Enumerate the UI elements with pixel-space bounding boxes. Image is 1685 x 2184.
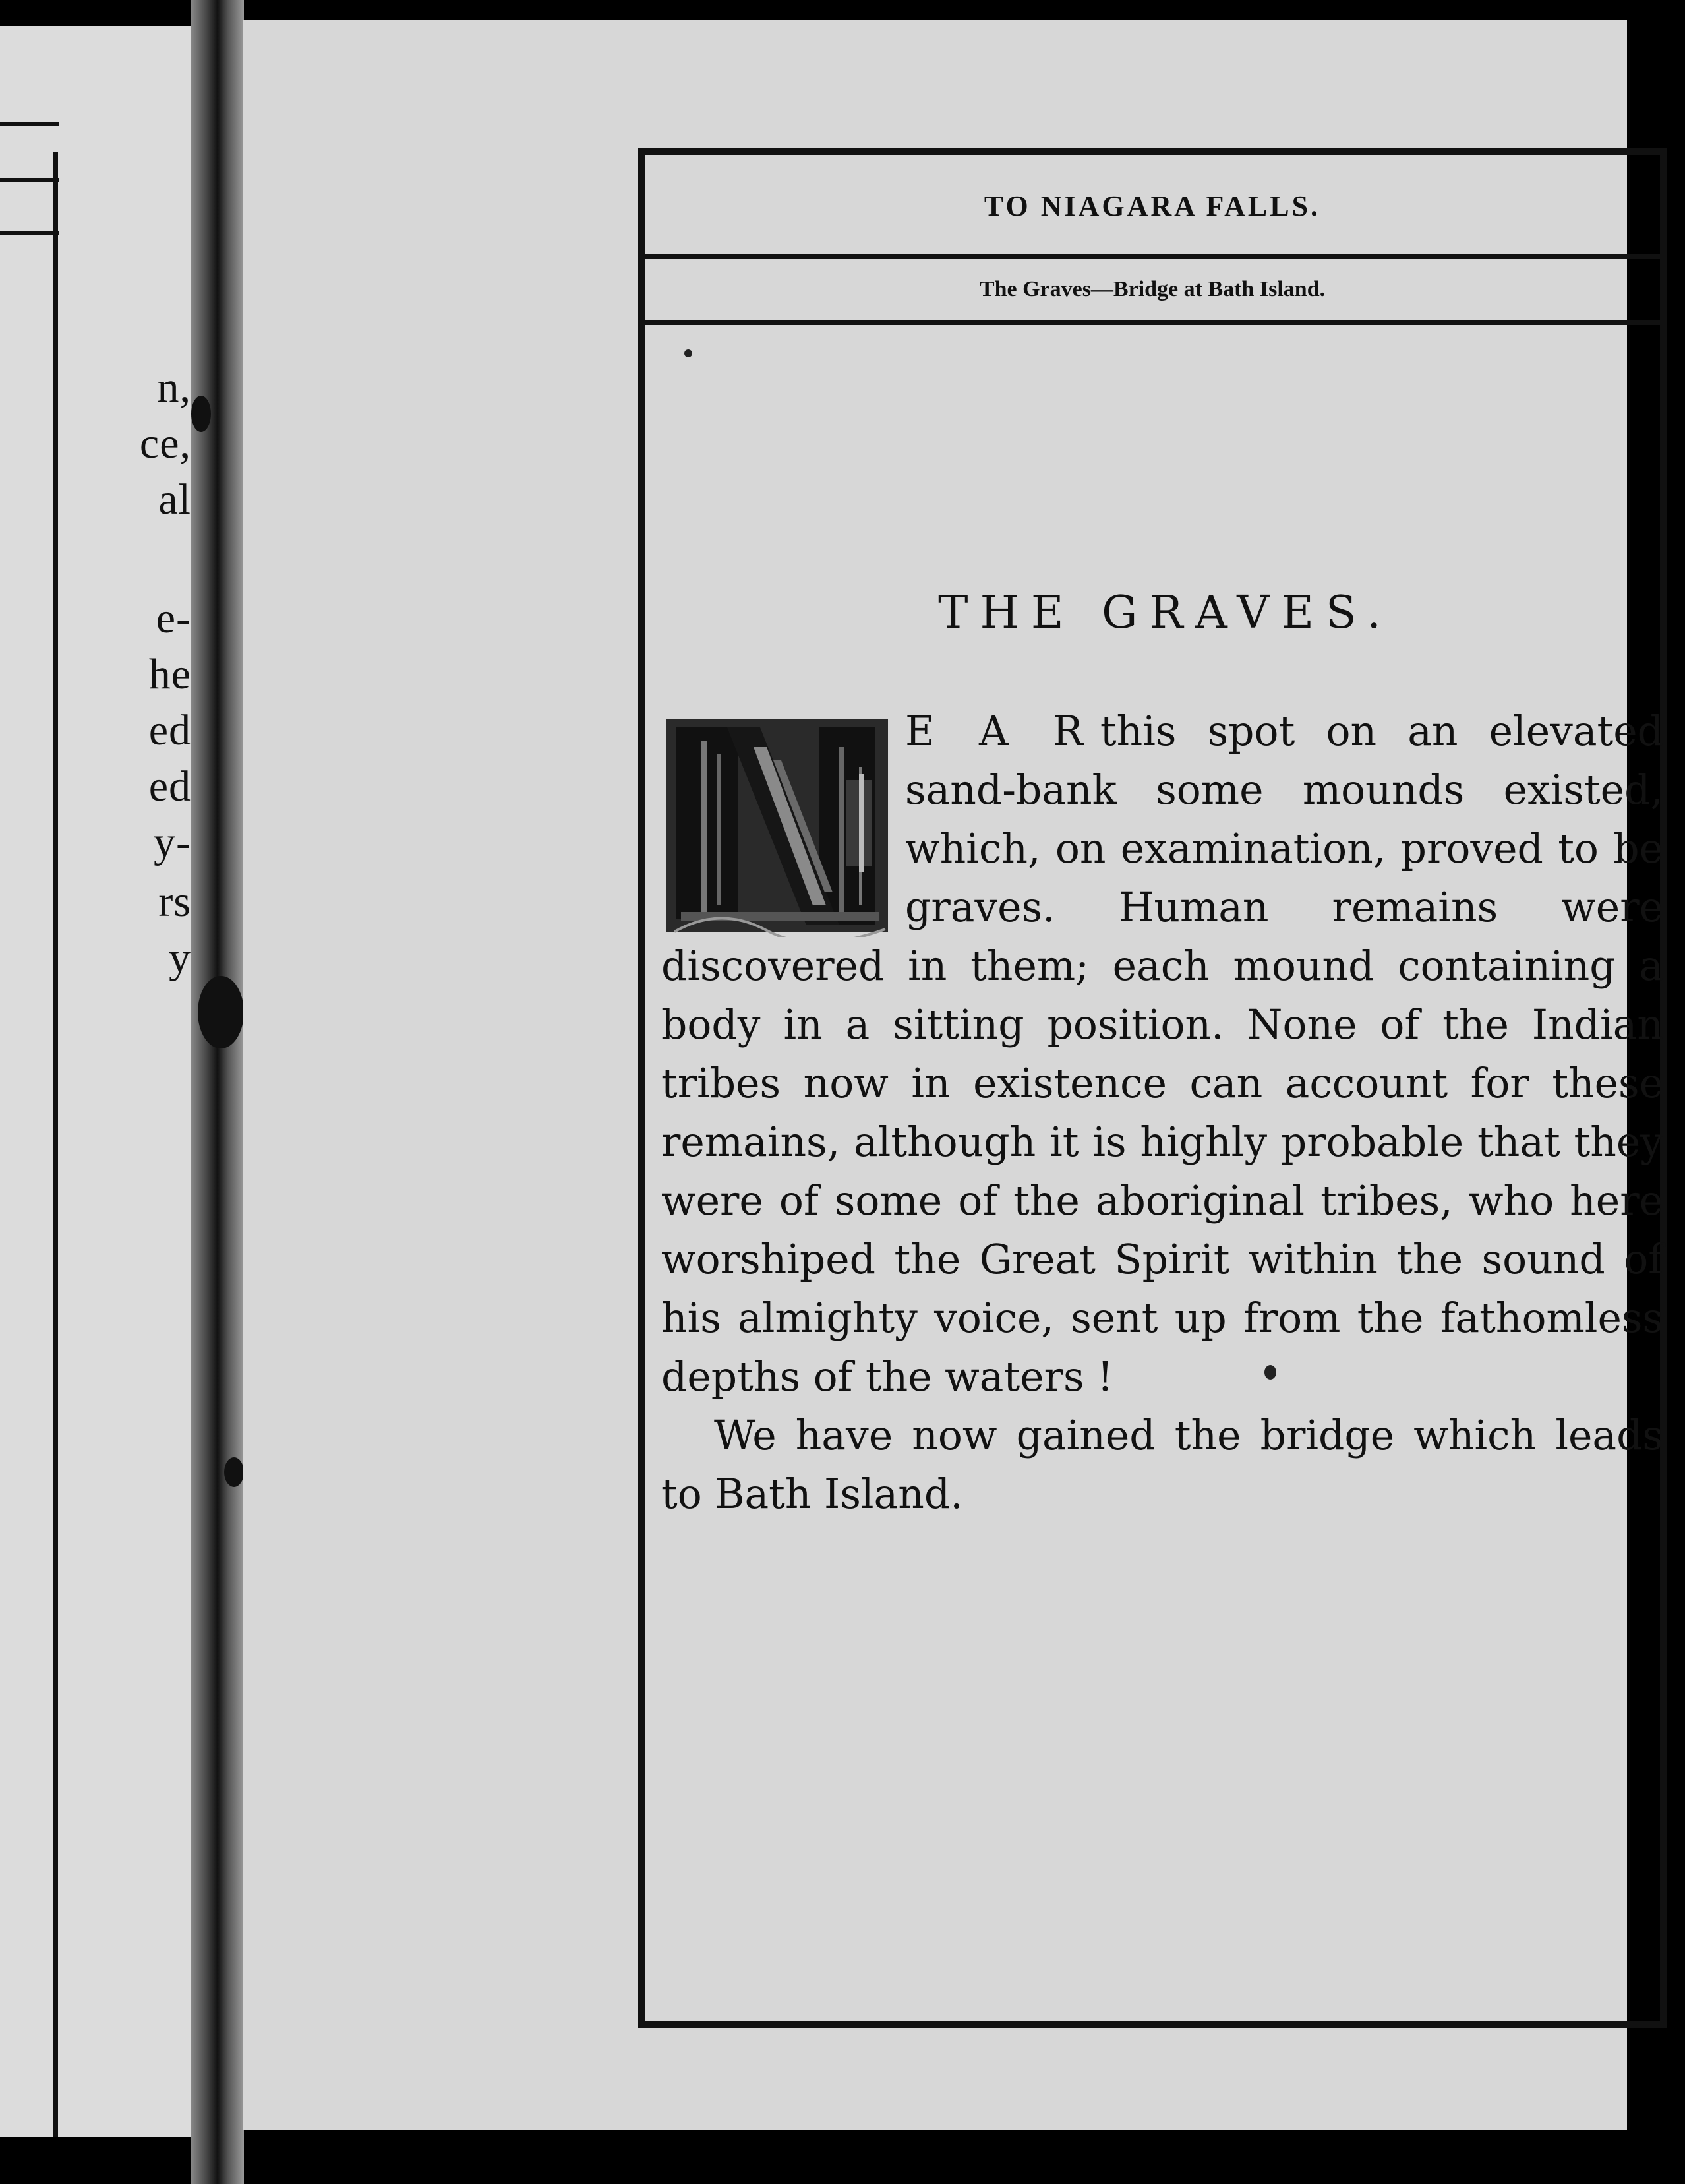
page-subhead: The Graves—Bridge at Bath Island. [979, 277, 1326, 301]
header-rule [645, 254, 1660, 259]
left-page-fragment: rs [158, 878, 191, 926]
decorative-initial-n-icon [661, 708, 893, 937]
left-page-fragment: n, [157, 363, 191, 411]
article-body [661, 702, 1663, 1524]
paragraph-1-text: this spot on an elevated sand-bank some mounds existed, which, on examination, proved to be graves. Human remains were discovered in them; each mound containing a body in a sitting position. None of the Indian tribes now in existence can account for these remains, although it is highly probable that they were of some of the aboriginal tribes, who here worshiped the Great Spirit within the sound of his almighty voice, sent up from the fathomless depths of the waters ! [661, 708, 1663, 1401]
left-page-rule [0, 231, 59, 235]
paragraph-1 [661, 702, 1663, 1407]
running-head: TO NIAGARA FALLS. [984, 190, 1321, 222]
page-frame [638, 148, 1667, 2028]
left-page-fragment: ed [148, 762, 191, 810]
left-page-fragment: ed [148, 706, 191, 754]
header-rule [645, 320, 1660, 325]
left-page-fragment: y- [154, 818, 191, 866]
left-facing-page [0, 26, 191, 2137]
book-gutter [191, 0, 244, 2184]
ink-speck [1264, 1365, 1276, 1380]
right-page [243, 20, 1663, 2130]
left-page-rule [0, 122, 59, 126]
ink-speck [684, 349, 692, 357]
left-page-fragment: e- [156, 594, 191, 642]
paragraph-2: We have now gained the bridge which leads to Bath Island. [661, 1412, 1663, 1518]
drop-cap-rest: E A R [905, 708, 1090, 755]
ink-blot [198, 976, 244, 1048]
section-title: THE GRAVES. [938, 587, 1393, 639]
left-page-fragment: al [158, 475, 191, 524]
left-page-frame-line [53, 152, 58, 2137]
ink-blot [224, 1457, 244, 1487]
left-page-fragment: he [148, 650, 191, 698]
left-page-fragment: ce, [139, 419, 191, 468]
ink-blot [191, 396, 211, 432]
left-page-rule [0, 178, 59, 182]
left-page-fragment: y [169, 934, 191, 982]
